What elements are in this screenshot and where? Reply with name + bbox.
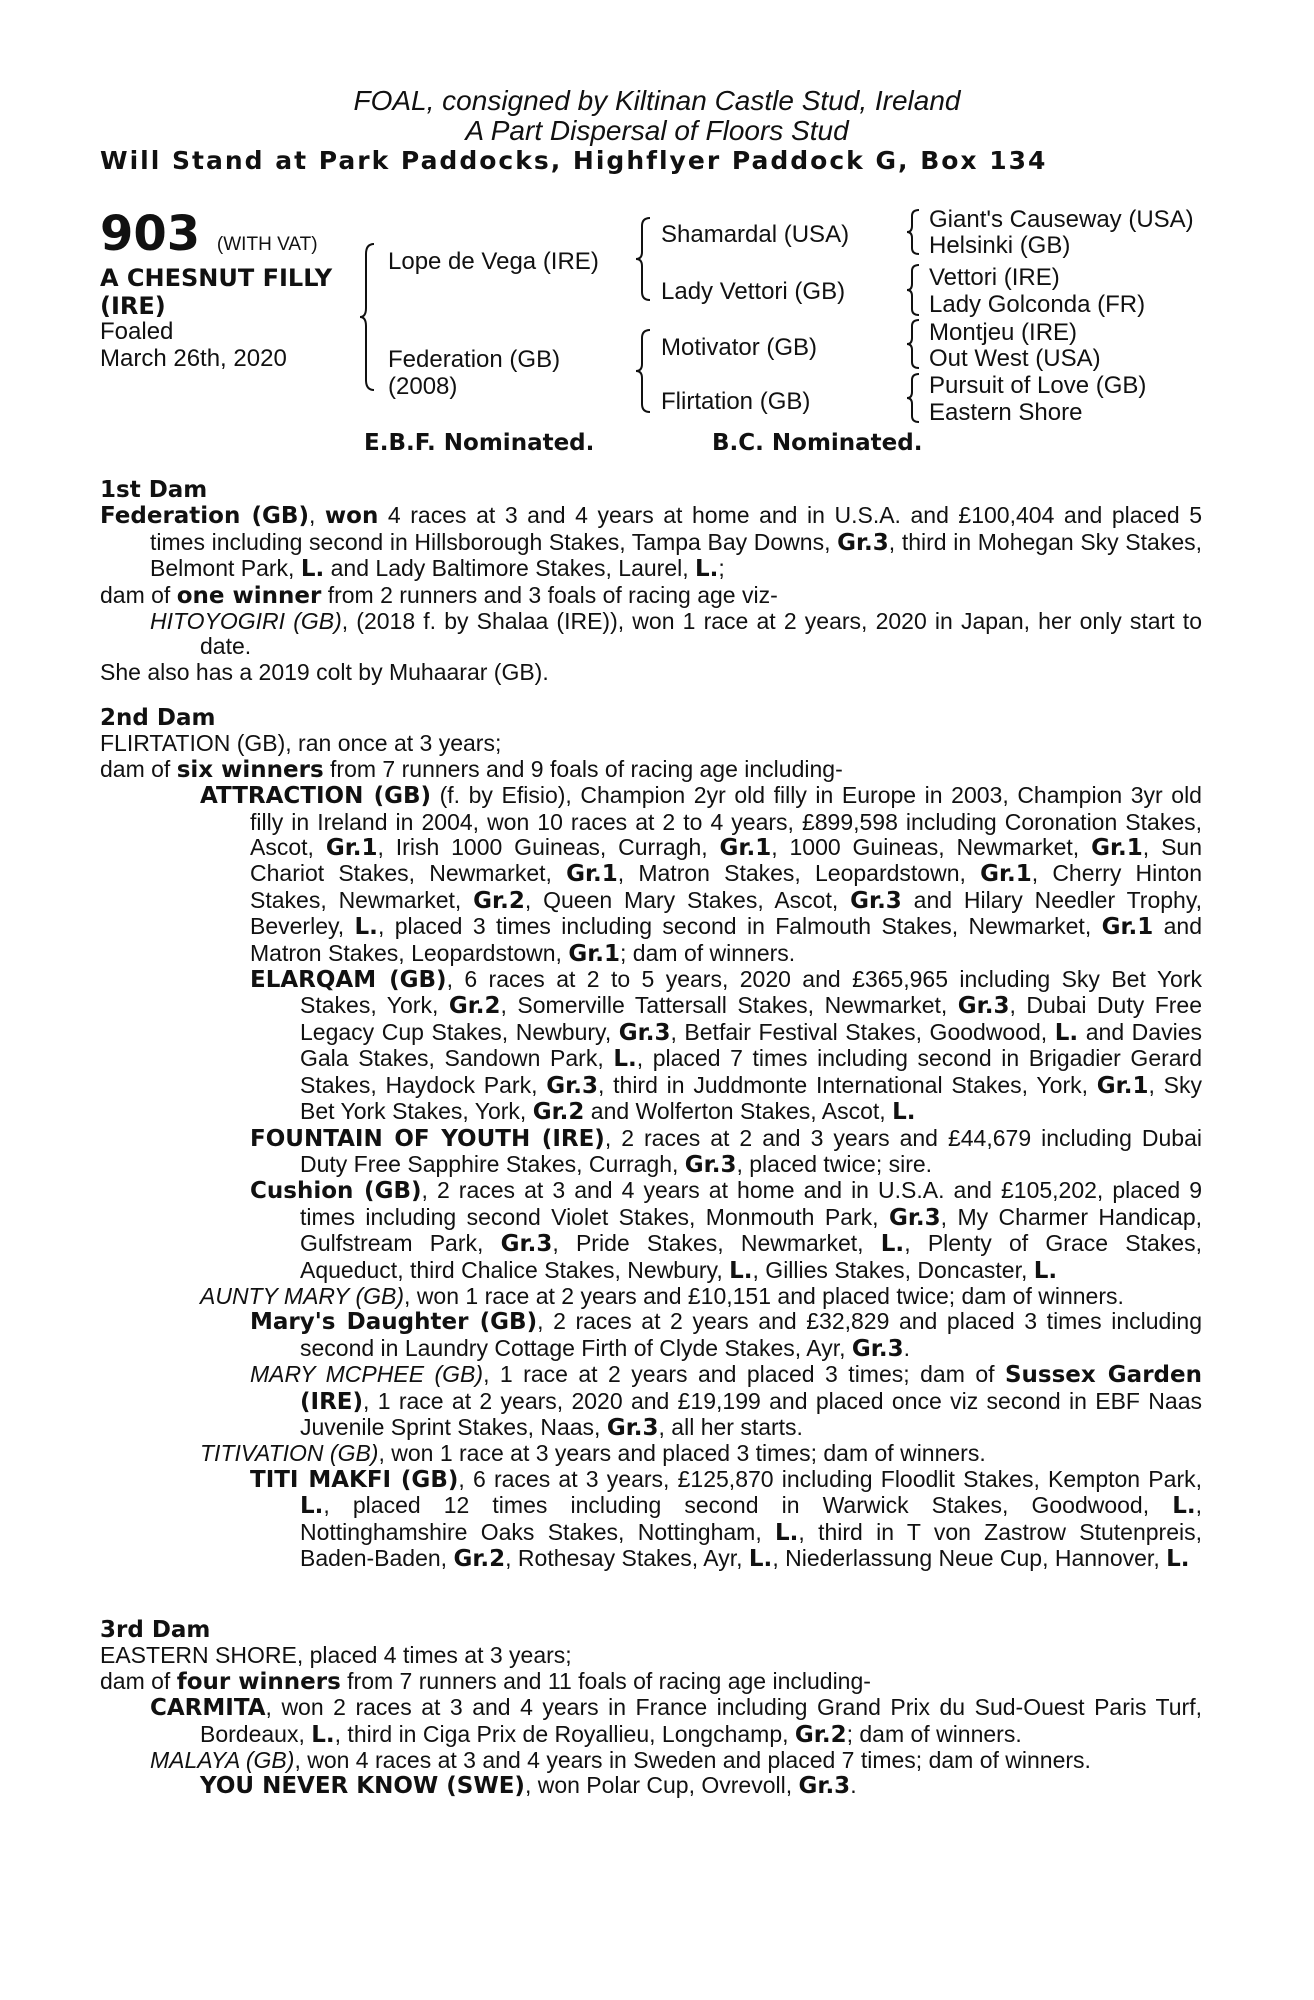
horse-description: A CHESNUT FILLY [100, 264, 333, 292]
aunty-mary-entry: AUNTY MARY (GB), won 1 race at 2 years and £10,151 and placed twice; dam of winners. [200, 1282, 1124, 1309]
titi-makfi-entry: TITI MAKFI (GB), 6 races at 3 years, £125,870 including Floodlit Stakes, Kempton Park, L., placed 12 times including second in Warwick Stakes, Goodwood, L., Nottinghamshire Oaks Stakes, Nottingham, L., third in T von Zastrow Stutenpreis, Baden-Baden, Gr.2, Rothesay Stakes, Ayr, L., Niederlassung Neue Cup, Hannover, L. [250, 1465, 1202, 1572]
attraction-entry: ATTRACTION (GB) (f. by Efisio), Champion 2yr old filly in Europe in 2003, Champion 3yr old filly in Ireland in 2004, won 10 races at 2 to 4 years, £899,598 including Coronation Stakes, Ascot, Gr.1, Irish 1000 Guineas, Curragh, Gr.1, 1000 Guineas, Newmarket, Gr.1, Sun Chariot Stakes, Newmarket, Gr.1, Matron Stakes, Leopardstown, Gr.1, Cherry Hinton Stakes, Newmarket, Gr.2, Queen Mary Stakes, Ascot, Gr.3 and Hilary Needler Trophy, Beverley, L., placed 3 times including second in Falmouth Stakes, Newmarket, Gr.1 and Matron Stakes, Leopardstown, Gr.1; dam of winners. [200, 782, 1203, 967]
sire-dam-name: Lady Vettori (GB) [661, 278, 846, 305]
sire-name: Lope de Vega (IRE) [388, 248, 599, 275]
marys-daughter-entry: Mary's Daughter (GB), 2 races at 2 years and £32,829 and placed 3 times including second in Laundry Cottage Firth of Clyde Stakes, Ayr, Gr.3. [250, 1308, 1203, 1362]
pedigree-brace-g2 [907, 263, 923, 317]
vat-note: (WITH VAT) [216, 234, 318, 255]
dam-dam-name: Flirtation (GB) [661, 388, 811, 415]
third-dam-heading: 3rd Dam [100, 1617, 211, 1643]
bc-nomination: B.C. Nominated. [712, 430, 923, 456]
horse-origin: (IRE) [100, 292, 166, 320]
gen3-6: Out West (USA) [929, 345, 1101, 372]
first-dam-record: Federation (GB), won 4 races at 3 and 4 years at home and in U.S.A. and £100,404 and placed 5 times including second in Hillsborough Stakes, Tampa Bay Downs, Gr.3, third in Mohegan Sky Stakes, Belmont Park, L. and Lady Baltimore Stakes, Laurel, L.; [100, 502, 1203, 583]
gen3-8: Eastern Shore [929, 399, 1083, 426]
pedigree-brace-g1 [907, 208, 923, 256]
first-dam-runner: HITOYOGIRI (GB), (2018 f. by Shalaa (IRE)), won 1 race at 2 years, 2020 in Japan, her only start to date. [150, 608, 1202, 660]
third-dam-section [100, 1618, 1202, 1800]
gen3-4: Lady Golconda (FR) [929, 291, 1146, 318]
first-dam-heading: 1st Dam [100, 477, 208, 503]
elarqam-entry: ELARQAM (GB), 6 races at 2 to 5 years, 2020 and £365,965 including Sky Bet York Stakes, York, Gr.2, Somerville Tattersall Stakes, Newmarket, Gr.3, Dubai Duty Free Legacy Cup Stakes, Newbury, Gr.3, Betfair Festival Stakes, Goodwood, L. and Davies Gala Stakes, Sandown Park, L., placed 7 times including second in Brigadier Gerard Stakes, Haydock Park, Gr.3, third in Juddmonte International Stakes, York, Gr.1, Sky Bet York Stakes, York, Gr.2 and Wolferton Stakes, Ascot, L. [250, 966, 1203, 1126]
second-dam-produce: dam of six winners from 7 runners and 9 foals of racing age including- [100, 755, 843, 783]
third-dam-produce: dam of four winners from 7 runners and 11 foals of racing age including- [100, 1667, 871, 1695]
gen3-2: Helsinki (GB) [929, 232, 1071, 259]
pedigree-brace-g4 [907, 372, 923, 424]
first-dam-note: She also has a 2019 colt by Muhaarar (GB). [100, 658, 549, 685]
gen3-1: Giant's Causeway (USA) [929, 206, 1194, 233]
carmita-entry: CARMITA, won 2 races at 3 and 4 years in France including Grand Prix du Sud-Ouest Paris Turf, Bordeaux, L., third in Ciga Prix de Royallieu, Longchamp, Gr.2; dam of winners. [150, 1694, 1202, 1748]
dispersal-line: A Part Dispersal of Floors Stud [465, 115, 849, 146]
cushion-entry: Cushion (GB), 2 races at 3 and 4 years at home and in U.S.A. and £105,202, placed 9 times including second Violet Stakes, Monmouth Park, Gr.3, My Charmer Handicap, Gulfstream Park, Gr.3, Pride Stakes, Newmarket, L., Plenty of Grace Stakes, Aqueduct, third Chalice Stakes, Newbury, L., Gillies Stakes, Doncaster, L. [250, 1177, 1202, 1284]
mary-mcphee-entry: MARY MCPHEE (GB), 1 race at 2 years and placed 3 times; dam of Sussex Garden (IRE), 1 race at 2 years, 2020 and £19,199 and placed once viz second in EBF Naas Juvenile Sprint Stakes, Naas, Gr.3, all her starts. [250, 1361, 1202, 1441]
dam-sire-name: Motivator (GB) [661, 334, 818, 361]
fountain-entry: FOUNTAIN OF YOUTH (IRE), 2 races at 2 and 3 years and £44,679 including Dubai Duty Free Sapphire Stakes, Curragh, Gr.3, placed twice; sire. [250, 1124, 1202, 1178]
gen3-7: Pursuit of Love (GB) [929, 372, 1147, 399]
first-dam-section [100, 478, 1202, 685]
titivation-entry: TITIVATION (GB), won 1 race at 3 years and placed 3 times; dam of winners. [200, 1440, 986, 1467]
foaled-label: Foaled [100, 318, 174, 345]
pedigree-brace-sire [636, 216, 654, 302]
pedigree-brace-g3 [907, 318, 923, 370]
location-line: Will Stand at Park Paddocks, Highflyer Paddock G, Box 134 [100, 146, 1048, 175]
gen3-5: Montjeu (IRE) [929, 319, 1078, 346]
dam-name: Federation (GB) [388, 346, 561, 373]
foaling-date: March 26th, 2020 [100, 345, 287, 372]
third-dam-record: EASTERN SHORE, placed 4 times at 3 years; [100, 1642, 572, 1669]
first-dam-produce: dam of one winner from 2 runners and 3 foals of racing age viz- [100, 581, 778, 609]
second-dam-record: FLIRTATION (GB), ran once at 3 years; [100, 730, 502, 757]
second-dam-section [100, 706, 1202, 1572]
pedigree-brace-main [360, 242, 380, 392]
malaya-entry: MALAYA (GB), won 4 races at 3 and 4 years in Sweden and placed 7 times; dam of winners. [150, 1747, 1091, 1774]
second-dam-heading: 2nd Dam [100, 705, 216, 731]
sire-sire-name: Shamardal (USA) [661, 221, 850, 248]
lot-number: 903 (WITH VAT) [100, 206, 318, 262]
ebf-nomination: E.B.F. Nominated. [364, 430, 595, 456]
consignor-line: FOAL, consigned by Kiltinan Castle Stud, Ireland [353, 85, 961, 116]
pedigree-brace-dam [636, 328, 654, 414]
gen3-3: Vettori (IRE) [929, 264, 1060, 291]
you-never-know-entry: YOU NEVER KNOW (SWE), won Polar Cup, Ovrevoll, Gr.3. [200, 1772, 857, 1800]
dam-year: (2008) [388, 373, 458, 400]
